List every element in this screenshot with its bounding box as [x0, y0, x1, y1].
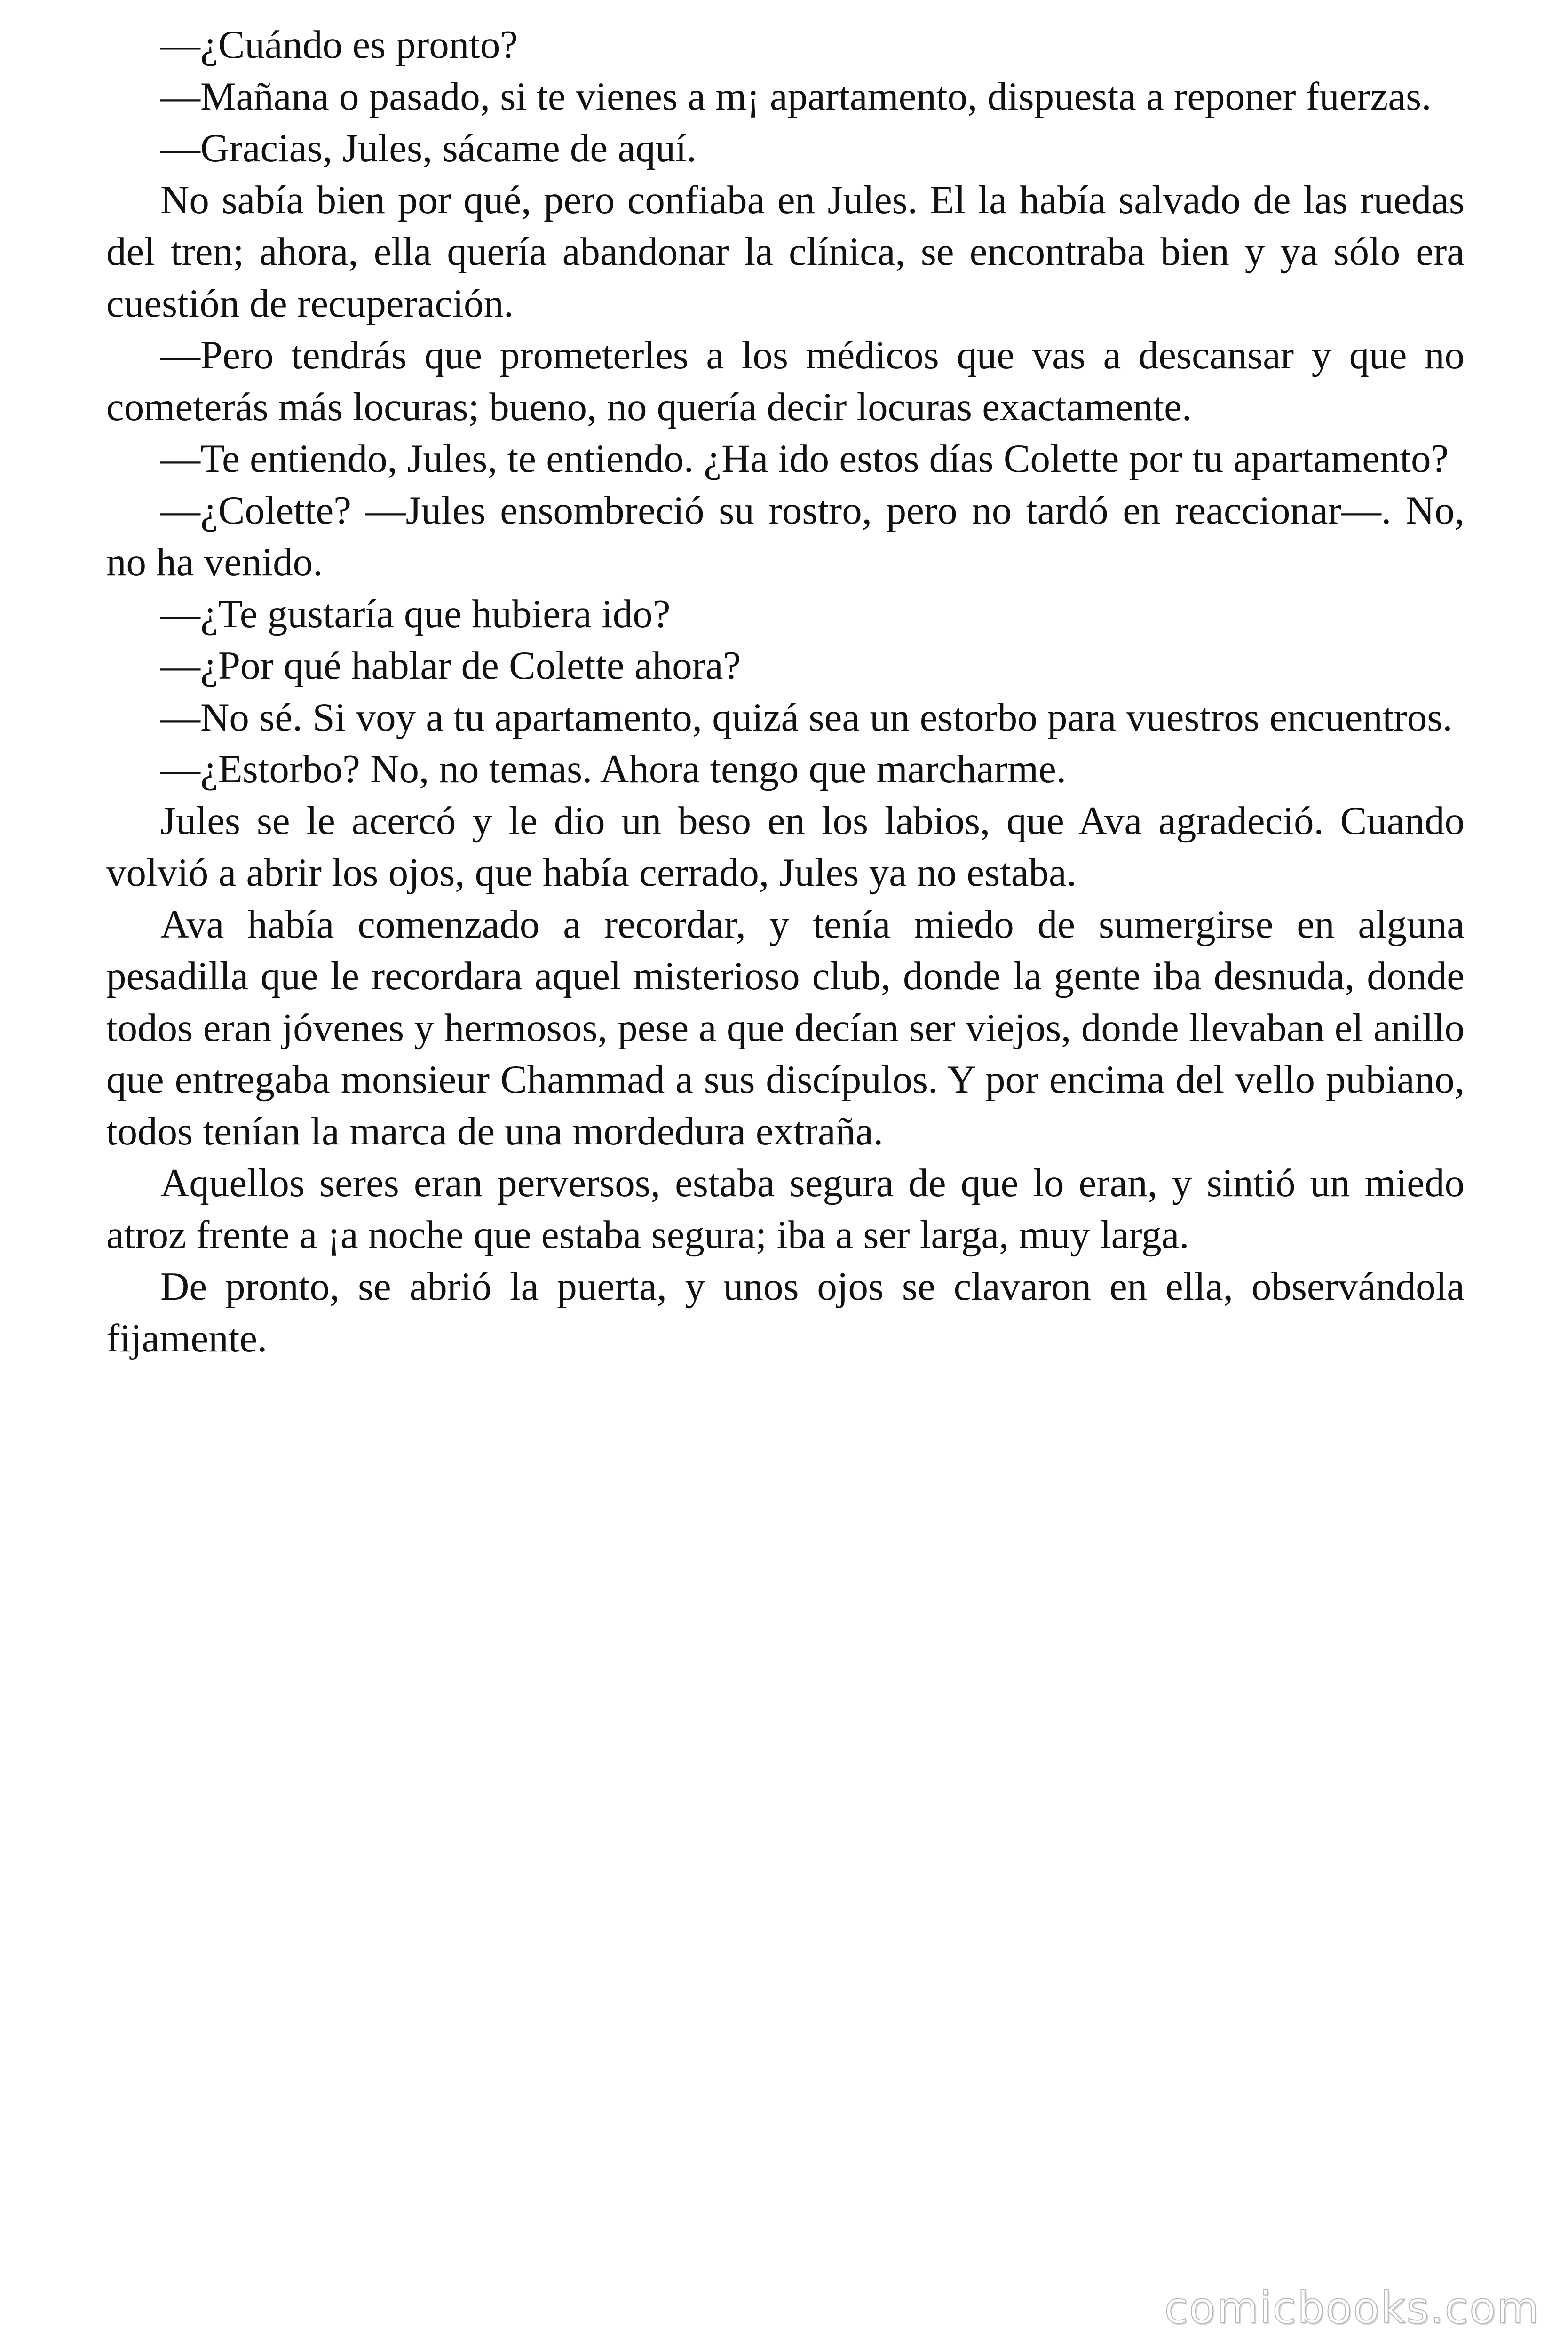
- paragraph: —¿Estorbo? No, no temas. Ahora tengo que marcharme.: [160, 747, 1067, 791]
- paragraph: —Te entiendo, Jules, te entiendo. ¿Ha ido estos días Colette por tu apartamento?: [160, 437, 1449, 481]
- paragraph: —¿Por qué hablar de Colette ahora?: [160, 644, 741, 688]
- paragraph: Aquellos seres eran perversos, estaba segura de que lo eran, y sintió un miedo atroz frente a ¡a noche que estaba segura; iba a ser larga, muy larga.: [106, 1161, 1465, 1257]
- paragraph: —¿Colette? —Jules ensombreció su rostro, pero no tardó en reaccionar—. No, no ha venido.: [106, 488, 1465, 584]
- body-text: [106, 19, 1465, 1364]
- paragraph: Ava había comenzado a recordar, y tenía miedo de sumergirse en alguna pesadilla que le recordara aquel misterioso club, donde la gente iba desnuda, donde todos eran jóvenes y hermosos, pese a que decían ser viejos, donde llevaban el anillo que entregaba monsieur Chammad a sus discípulos. Y por encima del vello pubiano, todos tenían la marca de una mordedura extraña.: [106, 902, 1465, 1153]
- paragraph: —No sé. Si voy a tu apartamento, quizá sea un estorbo para vuestros encuentros.: [160, 695, 1453, 739]
- paragraph: Jules se le acercó y le dio un beso en los labios, que Ava agradeció. Cuando volvió a abrir los ojos, que había cerrado, Jules ya no estaba.: [106, 799, 1465, 895]
- paragraph: —Pero tendrás que prometerles a los médicos que vas a descansar y que no cometerás más locuras; bueno, no quería decir locuras exactamente.: [106, 333, 1465, 429]
- paragraph: —¿Cuándo es pronto?: [160, 23, 518, 67]
- watermark: comicbooks.com: [1164, 2283, 1540, 2333]
- paragraph: —Gracias, Jules, sácame de aquí.: [160, 126, 697, 170]
- paragraph: No sabía bien por qué, pero confiaba en Jules. El la había salvado de las ruedas del tren; ahora, ella quería abandonar la clínica, se encontraba bien y ya sólo era cuestión de recuperación.: [106, 178, 1465, 326]
- paragraph: —Mañana o pasado, si te vienes a m¡ apartamento, dispuesta a reponer fuerzas.: [160, 74, 1432, 119]
- paragraph: —¿Te gustaría que hubiera ido?: [160, 592, 671, 636]
- paragraph: De pronto, se abrió la puerta, y unos ojos se clavaron en ella, observándola fijamente.: [106, 1264, 1465, 1360]
